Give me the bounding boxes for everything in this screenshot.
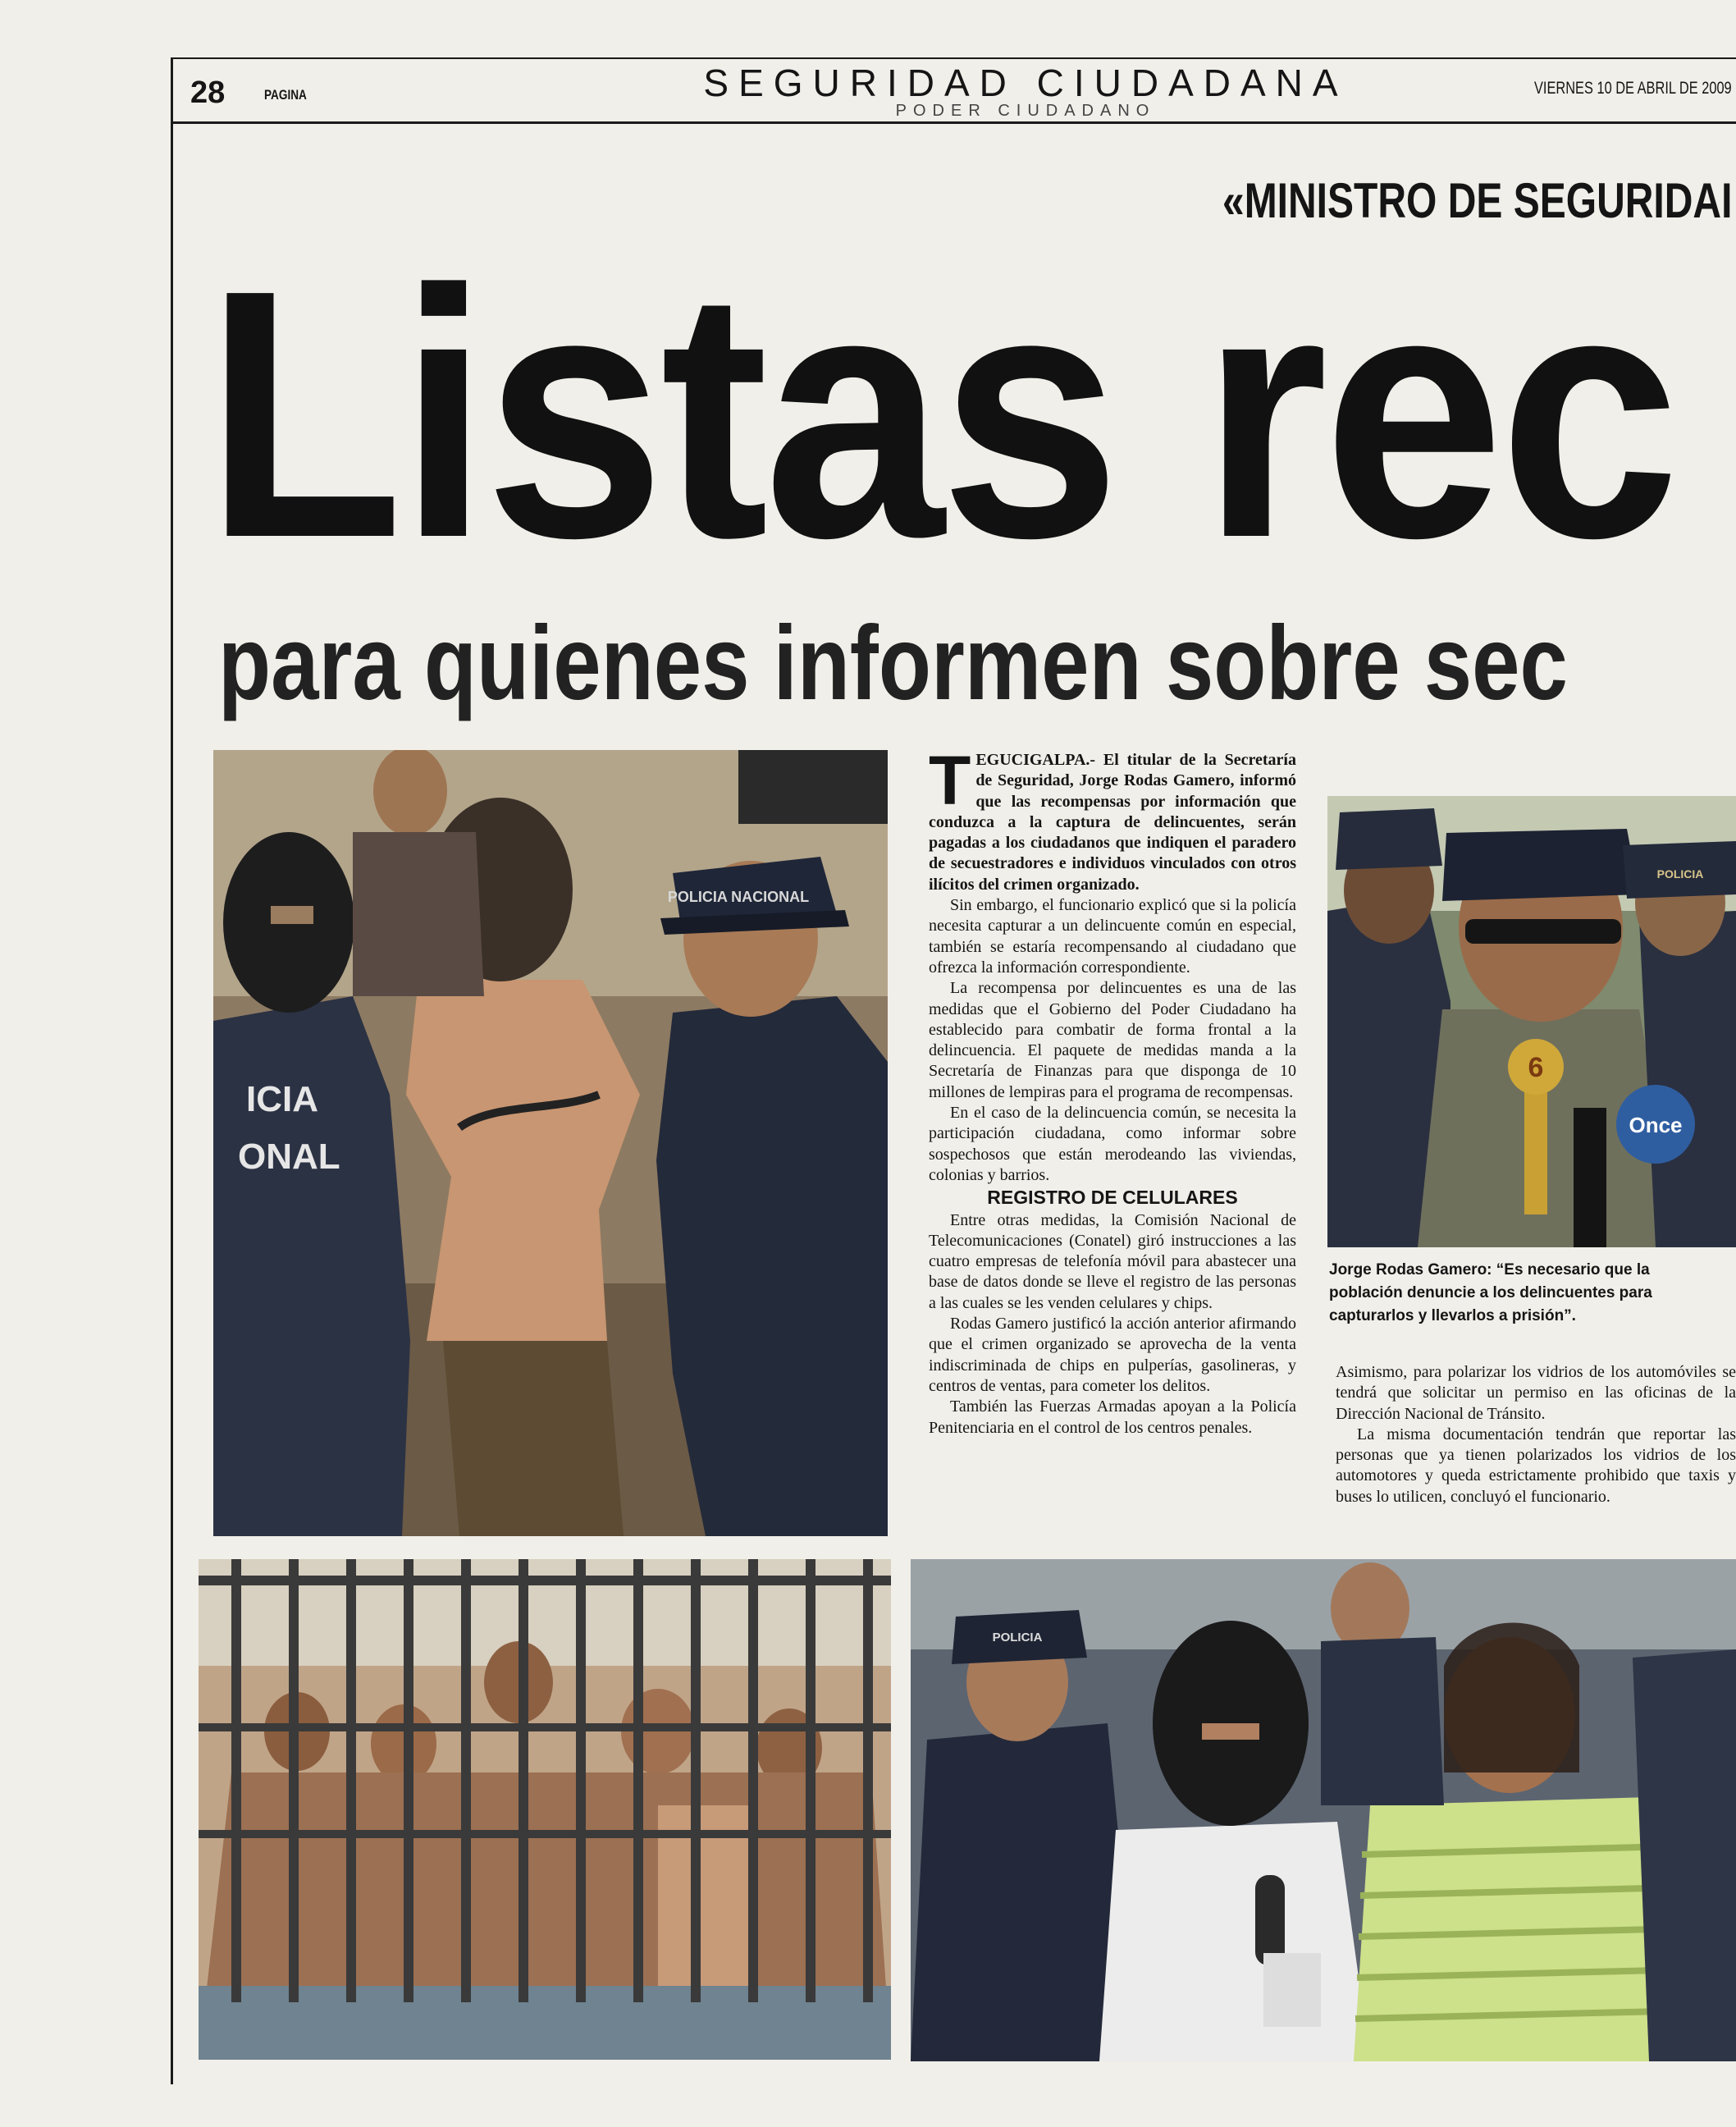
article-paragraph: En el caso de la delincuencia común, se necesita la participación ciudadana, como informar sobre sospechosos que están merodeando las viviendas, colonias y barrios. [929,1104,1296,1184]
section-subtitle: PODER CIUDADANO [895,102,1156,120]
photo-minister [1327,796,1736,1247]
article-paragraph: Sin embargo, el funcionario explicó que si la policía necesita capturar a un delincuente común en especial, también se estaría recompensando al ciudadano que ofrezca la información correspondiente. [929,896,1296,977]
article-paragraph: Asimismo, para polarizar los vidrios de los automóviles se tendrá que solicitar un permiso en las oficinas de la Dirección Nacional de Tránsito. [1336,1363,1736,1423]
section-title: SEGURIDAD CIUDADANA [703,62,1348,104]
headline: Listas rec [205,217,1676,611]
photo-vest-text-1: ICIA [246,1079,318,1119]
photo-caption: Jorge Rodas Gamero: “Es necesario que la población denuncie a los delincuentes para capturarlos y llevarlos a prisión”. [1329,1261,1652,1324]
photo-arrest [213,750,888,1536]
article-body-column [929,742,1296,1439]
page-number: 28 [190,75,226,110]
photo-cap-patch: POLICIA NACIONAL [667,889,810,905]
issue-date: VIERNES 10 DE ABRIL DE 2009 [1534,79,1732,98]
photo-vest-text-2: ONAL [238,1137,340,1177]
article-paragraph: La misma documentación tendrán que reportar las personas que ya tienen polarizados los vidrios de los automotores y queda estrictamente prohibido que taxis y buses lo utilicen, concluyó el funcionario. [1336,1425,1736,1506]
article-paragraph: También las Fuerzas Armadas apoyan a la Policía Penitenciaria en el control de los centros penales. [929,1397,1296,1437]
headline-deck: para quienes informen sobre sec [218,605,1568,722]
header-bottom-rule [171,121,1736,124]
article-paragraph: Entre otras medidas, la Comisión Nacional de Telecomunicaciones (Conatel) giró instrucciones a las cuatro empresas de telefonía móvil para abastecer una base de datos donde se lleve el registro de las personas a las cuales se les venden celulares y chips. [929,1210,1296,1312]
drop-cap: T [929,742,971,819]
article-subhead: REGISTRO DE CELULARES [987,1187,1238,1209]
photo-mic-channel: 6 [1528,1052,1544,1083]
page-left-border [171,57,173,2084]
photo-cap-label-2: POLICIA [992,1631,1043,1644]
article-lead: EGUCIGALPA.- El titular de la Secretaría de Seguridad, Jorge Rodas Gamero, informó que las recompensas por información que conduzca a la captura de delincuentes, serán pagadas a los ciudadanos que indiquen el paradero de secuestradores e individuos vinculados con otros ilícitos del crimen organizado. [929,751,1296,894]
photo-masked-detainee [911,1559,1736,2061]
article-paragraph: La recompensa por delincuentes es una de las medidas que el Gobierno del Poder Ciudadano ha establecido para combatir de forma frontal a la delincuencia. El paquete de medidas manda a la Secretaría de Finanzas para que disponga de 10 millones de lempiras para el programa de recompensas. [929,979,1296,1101]
photo-prison-cell [199,1559,891,2060]
photo-cap-label: POLICIA [1656,867,1704,881]
photo-mic-brand: Once [1629,1113,1683,1137]
page-label: PAGINA [264,87,307,103]
article-paragraph: Rodas Gamero justificó la acción anterior afirmando que el crimen organizado se aprovecha de la venta indiscriminada de chips en pulperías, gasolineras, y centros de ventas, para cometer los delitos. [929,1315,1296,1395]
header-top-rule [171,57,1736,59]
headline-kicker: «MINISTRO DE SEGURIDAI [1222,173,1733,228]
article-right-column [1336,1362,1736,1507]
